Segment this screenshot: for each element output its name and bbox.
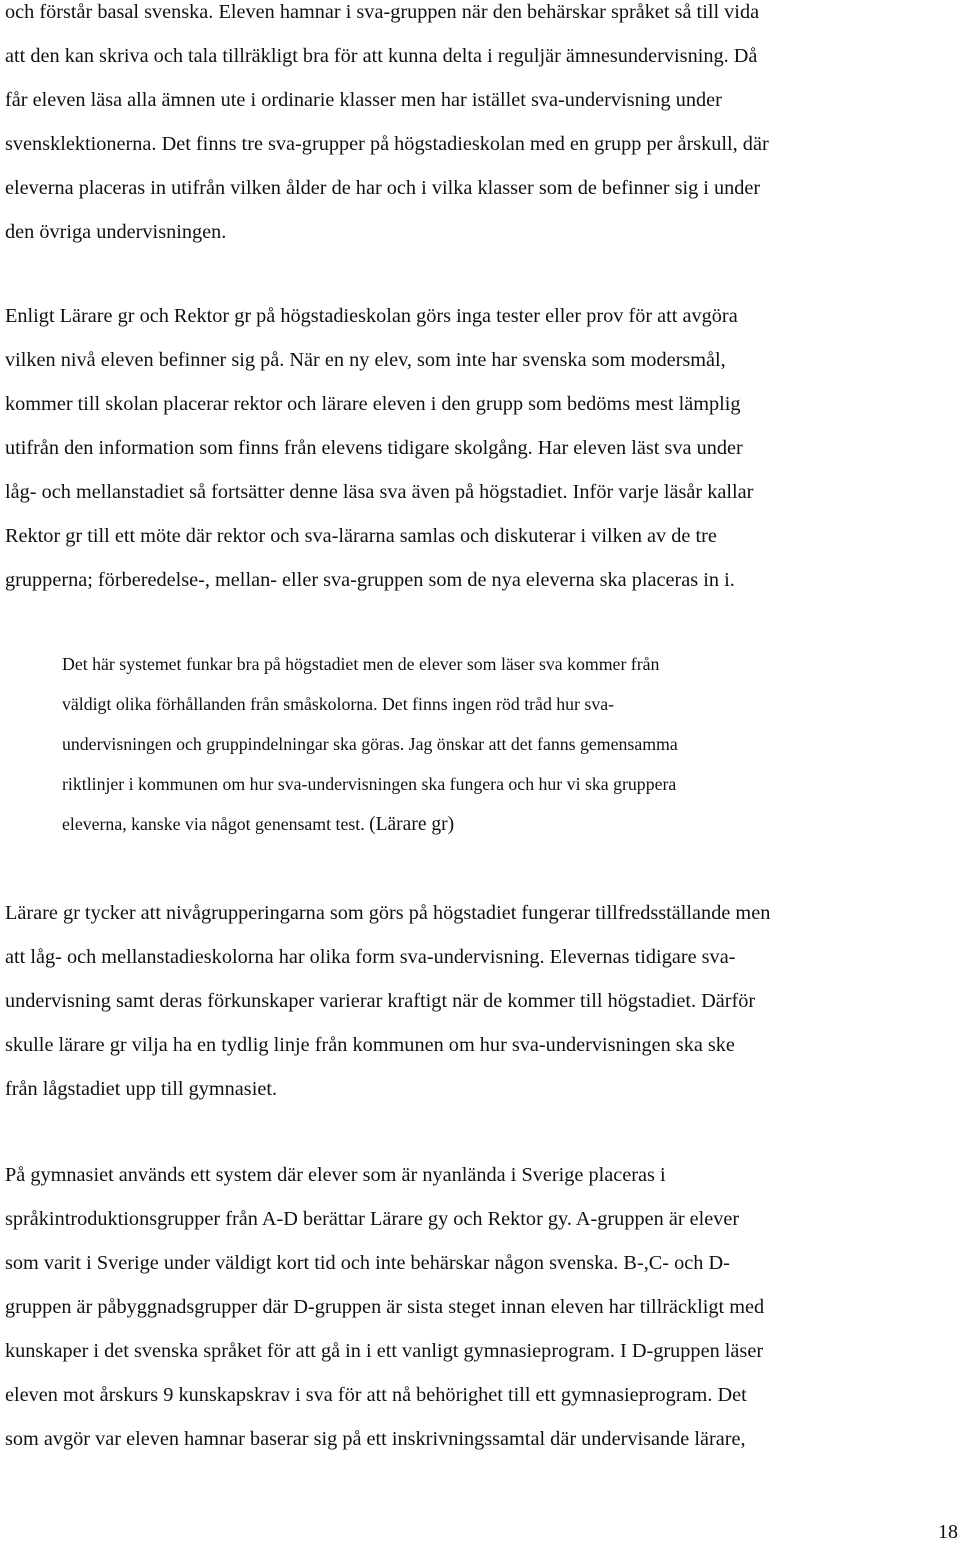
text-line: utifrån den information som finns från elevens tidigare skolgång. Har eleven läst sva under [5, 437, 743, 459]
paragraph-sva-grupper [5, 0, 960, 254]
text-line: låg- och mellanstadiet så fortsätter denne läsa sva även på högstadiet. Inför varje läsår kallar [5, 481, 754, 503]
paragraph-gymnasiet [5, 1153, 960, 1461]
block-quote [62, 644, 922, 845]
text-line: kommer till skolan placerar rektor och lärare eleven i den grupp som bedöms mest lämplig [5, 393, 741, 415]
text-line: vilken nivå eleven befinner sig på. När en ny elev, som inte har svenska som modersmål, [5, 349, 726, 371]
text-line: Lärare gr tycker att nivågrupperingarna som görs på högstadiet fungerar tillfredsställande men [5, 902, 771, 924]
quote-line [62, 804, 922, 845]
text-line: grupperna; förberedelse-, mellan- eller sva-gruppen som de nya eleverna ska placeras in i. [5, 569, 735, 591]
text-line: som avgör var eleven hamnar baserar sig på ett inskrivningssamtal där undervisande lärare, [5, 1428, 746, 1450]
text-line: gruppen är påbyggnadsgrupper där D-gruppen är sista steget innan eleven har tillräckligt med [5, 1296, 765, 1318]
text-line: skulle lärare gr vilja ha en tydlig linje från kommunen om hur sva-undervisningen ska ske [5, 1034, 735, 1056]
text-line: undervisning samt deras förkunskaper varierar kraftigt när de kommer till högstadiet. Därför [5, 990, 756, 1012]
paragraph-placering-hogstadiet [5, 294, 960, 602]
text-line: Enligt Lärare gr och Rektor gr på högstadieskolan görs inga tester eller prov för att avgöra [5, 305, 738, 327]
text-line: språkintroduktionsgrupper från A-D berättar Lärare gy och Rektor gy. A-gruppen är elever [5, 1208, 740, 1230]
text-line: från lågstadiet upp till gymnasiet. [5, 1078, 278, 1100]
quote-line: undervisningen och gruppindelningar ska göras. Jag önskar att det fanns gemensamma [62, 734, 678, 754]
text-line: kunskaper i det svenska språket för att gå in i ett vanligt gymnasieprogram. I D-gruppen läser [5, 1340, 764, 1362]
text-line: att låg- och mellanstadieskolorna har olika form sva-undervisning. Elevernas tidigare sva- [5, 946, 736, 968]
text-line: eleven mot årskurs 9 kunskapskrav i sva för att nå behörighet till ett gymnasieprogram. Det [5, 1384, 747, 1406]
text-line: som varit i Sverige under väldigt kort tid och inte behärskar någon svenska. B-,C- och D- [5, 1252, 730, 1274]
text-line: eleverna placeras in utifrån vilken ålder de har och i vilka klasser som de befinner sig i under [5, 177, 761, 199]
text-line: Rektor gr till ett möte där rektor och sva-lärarna samlas och diskuterar i vilken av de tre [5, 525, 717, 547]
text-line: På gymnasiet används ett system där elever som är nyanlända i Sverige placeras i [5, 1164, 666, 1186]
text-line: den övriga undervisningen. [5, 221, 227, 243]
quote-line: riktlinjer i kommunen om hur sva-undervisningen ska fungera och hur vi ska gruppera [62, 774, 677, 794]
quote-line: väldigt olika förhållanden från småskolorna. Det finns ingen röd tråd hur sva- [62, 694, 615, 714]
text-line: och förstår basal svenska. Eleven hamnar i sva-gruppen när den behärskar språket så till vida [5, 1, 760, 23]
quote-last-line-text: eleverna, kanske via något genensamt test. [62, 814, 365, 834]
quote-attribution: (Lärare gr) [369, 814, 455, 835]
text-line: svensklektionerna. Det finns tre sva-grupper på högstadieskolan med en grupp per årskull, där [5, 133, 769, 155]
text-line: att den kan skriva och tala tillräkligt bra för att kunna delta i reguljär ämnesundervisning. Då [5, 45, 758, 67]
page-number: 18 [938, 1521, 958, 1543]
text-line: får eleven läsa alla ämnen ute i ordinarie klasser men har istället sva-undervisning under [5, 89, 722, 111]
quote-line: Det här systemet funkar bra på högstadiet men de elever som läser sva kommer från [62, 654, 660, 674]
paragraph-larare-gr [5, 891, 960, 1111]
